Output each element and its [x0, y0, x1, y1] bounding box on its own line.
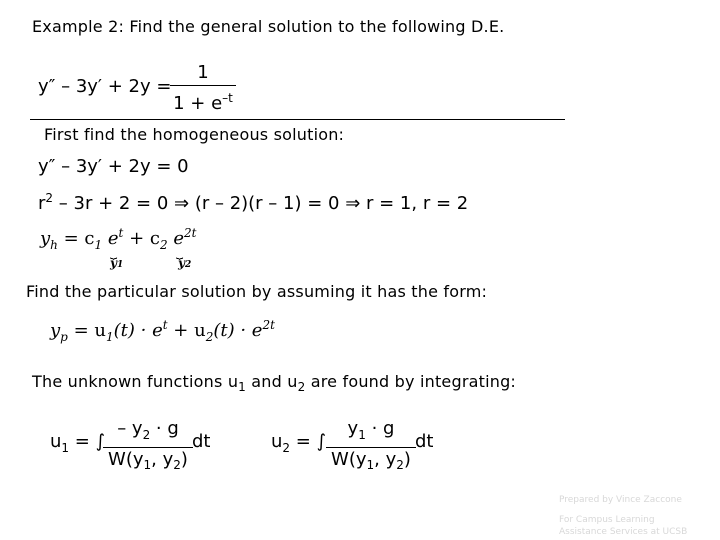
- homogeneous-equation: y″ – 3y′ + 2y = 0: [38, 156, 189, 177]
- equation-numerator: 1: [197, 62, 209, 83]
- y2-label: y2: [178, 256, 192, 270]
- credit-line-1: Prepared by Vince Zaccone: [559, 495, 682, 505]
- particular-heading: Find the particular solution by assuming it has the form:: [26, 282, 488, 301]
- u2-numerator: $y_1 \cdot g$: [347, 418, 395, 442]
- u2-fraction: [326, 418, 416, 476]
- underbrace-2: ⏟: [176, 245, 184, 259]
- characteristic-equation: $r^2 - 3r + 2 = 0$ ⇒ (r – 2)(r – 1) = 0 ⇒ r = 1, r = 2: [38, 191, 469, 214]
- fraction-bar: [170, 85, 236, 86]
- equation-lhs: y″ – 3y′ + 2y =: [38, 76, 172, 97]
- u1-dt: dt: [192, 431, 211, 452]
- equation-fraction: [170, 62, 236, 115]
- y1-label: y1: [110, 256, 124, 270]
- u1-denominator: $W(y_1$, $y_2$): [108, 448, 188, 473]
- homogeneous-heading: First find the homogeneous solution:: [44, 125, 345, 144]
- credit-line-3: Assistance Services at UCSB: [559, 527, 688, 537]
- divider: [30, 119, 565, 120]
- underbrace-1: ⏟: [110, 245, 118, 259]
- u1-numerator: – $y_2 \cdot g$: [117, 418, 179, 442]
- equation-denominator: $1 + e^{-t}$: [173, 91, 233, 114]
- u1-fraction: [103, 418, 193, 476]
- u2-lhs: $u_2$ = ∫: [271, 431, 326, 455]
- particular-form: $y_p = u_1(t) \cdot e^t + u_2(t) \cdot e^{2t}$: [50, 318, 275, 344]
- credit-line-2: For Campus Learning: [559, 515, 655, 525]
- u2-denominator: $W(y_1$, $y_2$): [331, 448, 411, 473]
- fraction-bar: [103, 447, 193, 448]
- u2-dt: dt: [415, 431, 434, 452]
- page-title: Example 2: Find the general solution to the following D.E.: [32, 17, 505, 36]
- homogeneous-solution: $y_h = c_1$ $e^t + c_2$ $e^{2t}$: [40, 226, 197, 252]
- u1-lhs: $u_1$ = ∫: [50, 431, 105, 455]
- fraction-bar: [326, 447, 416, 448]
- unknown-functions-text: The unknown functions $u_1$ and $u_2$ are found by integrating:: [32, 372, 517, 395]
